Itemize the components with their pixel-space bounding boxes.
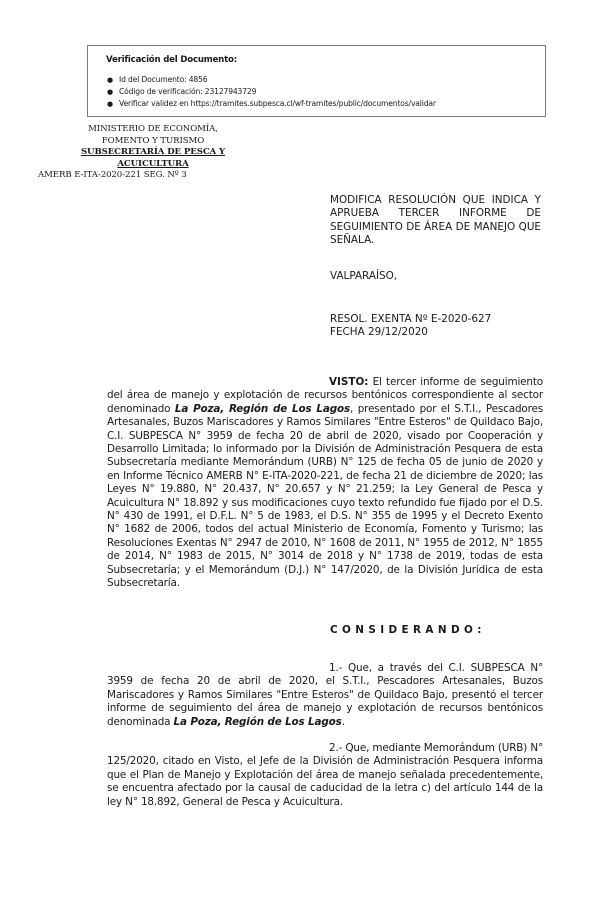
verification-code: Código de verificación: 23127943729 — [119, 87, 257, 96]
resolution-date: FECHA 29/12/2020 — [330, 326, 428, 339]
visto-text: El tercer informe de seguimiento del área de manejo y explotación de recursos bentónicos correspondiente al sector denominado — [107, 376, 543, 415]
considerando-text: . — [341, 715, 345, 728]
issuer-block — [38, 124, 248, 180]
place-name: La Poza, Región de Los Lagos — [173, 715, 342, 728]
subsecretaria-line: ACUICULTURA — [117, 158, 189, 169]
considerando-heading: CONSIDERANDO: — [330, 624, 486, 636]
verification-title: Verificación del Documento: — [106, 55, 237, 65]
considerando-paragraph-2: 2.- Que, mediante Memorándum (URB) N° 125/2020, citado en Visto, el Jefe de la División de Administración Pesquera informa que el Plan de Manejo y Explotación del área de manejo señalada precedentemente, se encuentra afectado por la causal de caducidad de la letra c) del artículo 144 de la ley N° 18.892, General de Pesca y Acuicultura. — [107, 742, 543, 808]
verification-list — [107, 74, 436, 110]
bullet-icon: ● — [107, 76, 113, 84]
verification-link[interactable]: Verificar validez en https://tramites.subpesca.cl/wf-tramites/public/documentos/validar — [119, 99, 436, 108]
amerb-reference: AMERB E-ITA-2020-221 SEG. Nº 3 — [38, 170, 187, 180]
city-line: VALPARAÍSO, — [330, 270, 398, 282]
bullet-icon: ● — [107, 100, 113, 108]
list-item — [107, 86, 436, 98]
resolution-title: MODIFICA RESOLUCIÓN QUE INDICA Y APRUEBA TERCER INFORME DE SEGUIMIENTO DE ÁREA DE MANEJO QUE SEÑALA. — [330, 194, 541, 247]
visto-label: VISTO: — [329, 376, 369, 388]
resolution-number: RESOL. EXENTA Nº E-2020-627 — [330, 313, 492, 325]
ministry-line: FOMENTO Y TURISMO — [101, 135, 205, 146]
list-item — [107, 98, 436, 110]
considerando-paragraph-1 — [107, 662, 543, 729]
place-name: La Poza, Región de Los Lagos — [174, 402, 351, 415]
document-id: Id del Documento: 4856 — [119, 75, 208, 84]
subsecretaria-line: SUBSECRETARÍA DE PESCA Y — [80, 147, 226, 157]
visto-text: , presentado por el S.T.I., Pescadores Artesanales, Buzos Mariscadores y Ramos Similares "Entre Esteros" de Quildaco Bajo, C.I. SUBPESCA N° 3959 de fecha 20 de abril de 2020, visado por Cooperación y Desarrollo Limitada; lo informado por la División de Administración Pesquera de esta Subsecretaría mediante Memorándum (URB) N° 125 de fecha 05 de junio de 2020 y en Informe Técnico AMERB N° E-ITA-2020-221, de fecha 21 de diciembre de 2020; las Leyes N° 19.880, N° 20.437, N° 20.657 y N° 21.259; la Ley General de Pesca y Acuicultura N° 18.892 y sus modificaciones cuyo texto refundido fue fijado por el D.S. N° 430 de 1991, el D.F.L. N° 5 de 1983, el D.S. N° 355 de 1995 y el Decreto Exento N° 1682 de 2006, todos del actual Ministerio de Economía, Fomento y Turismo; las Resoluciones Exentas N° 2947 de 2010, N° 1608 de 2011, N° 1955 de 2012, N° 1855 de 2014, N° 1983 de 2015, N° 3014 de 2018 y N° 1738 de 2019, todas de esta Subsecretaría; y el Memorándum (D.J.) N° 147/2020, de la División Jurídica de esta Subsecretaría. — [107, 402, 543, 590]
considerando-text: 1.- Que, a través del C.I. SUBPESCA N° 3959 de fecha 20 de abril de 2020, el S.T.I., Pescadores Artesanales, Buzos Mariscadores y Ramos Similares "Entre Esteros" de Quildaco Bajo, presentó el tercer informe de seguimiento del área de manejo y explotación de recursos bentónicos denominada — [107, 662, 543, 728]
ministry-line: MINISTERIO DE ECONOMÍA, — [88, 124, 218, 134]
list-item — [107, 74, 436, 86]
resolution-number-block — [330, 313, 491, 340]
verification-box — [87, 45, 546, 117]
bullet-icon: ● — [107, 88, 113, 96]
visto-paragraph — [107, 376, 543, 591]
